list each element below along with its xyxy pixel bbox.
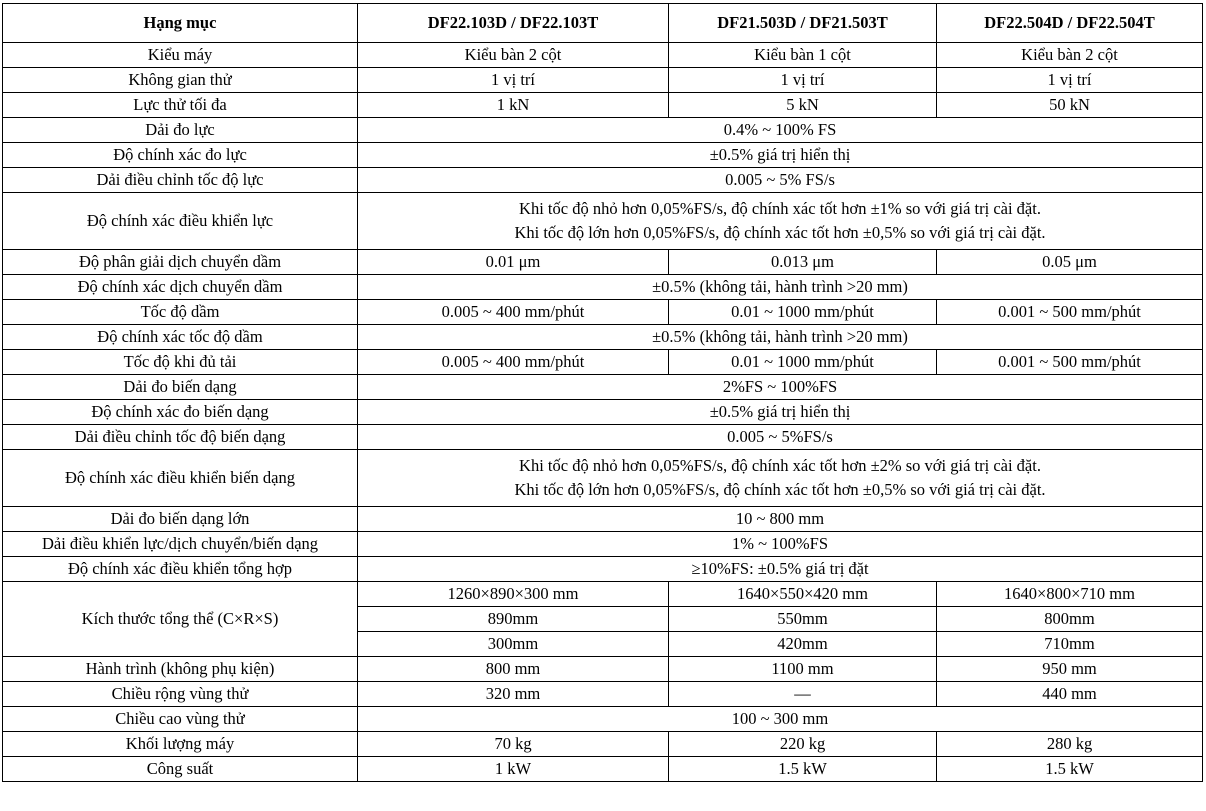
table-row xyxy=(3,507,1203,532)
table-row xyxy=(3,68,1203,93)
table-row xyxy=(3,250,1203,275)
row-label: Chiều rộng vùng thử xyxy=(3,682,358,707)
cell-value: 1% ~ 100%FS xyxy=(358,532,1203,557)
cell-value-multiline xyxy=(358,193,1203,250)
cell-value: 1 kW xyxy=(358,757,669,782)
header-model-1: DF22.103D / DF22.103T xyxy=(358,4,669,43)
row-label: Độ chính xác điều khiển biến dạng xyxy=(3,450,358,507)
row-label: Công suất xyxy=(3,757,358,782)
cell-value: 1 vị trí xyxy=(669,68,937,93)
table-row xyxy=(3,93,1203,118)
cell-value: — xyxy=(669,682,937,707)
cell-value: 890mm xyxy=(358,607,669,632)
header-row xyxy=(3,4,1203,43)
cell-value: 0.01 ~ 1000 mm/phút xyxy=(669,300,937,325)
row-label: Độ chính xác đo biến dạng xyxy=(3,400,358,425)
cell-value: 1260×890×300 mm xyxy=(358,582,669,607)
cell-value: 320 mm xyxy=(358,682,669,707)
row-label: Kiểu máy xyxy=(3,43,358,68)
cell-line: Khi tốc độ nhỏ hơn 0,05%FS/s, độ chính xác tốt hơn ±2% so với giá trị cài đặt. xyxy=(519,456,1041,475)
row-label: Độ chính xác dịch chuyển dầm xyxy=(3,275,358,300)
cell-line: Khi tốc độ nhỏ hơn 0,05%FS/s, độ chính xác tốt hơn ±1% so với giá trị cài đặt. xyxy=(519,199,1041,218)
table-row xyxy=(3,400,1203,425)
row-label: Kích thước tổng thể (C×R×S) xyxy=(3,582,358,657)
table-row xyxy=(3,193,1203,250)
cell-value: 100 ~ 300 mm xyxy=(358,707,1203,732)
cell-value: ±0.5% (không tải, hành trình >20 mm) xyxy=(358,275,1203,300)
cell-value: 1 kN xyxy=(358,93,669,118)
header-item: Hạng mục xyxy=(3,4,358,43)
spec-table xyxy=(2,3,1203,782)
table-row xyxy=(3,143,1203,168)
table-row xyxy=(3,557,1203,582)
cell-value: 280 kg xyxy=(937,732,1203,757)
header-model-3: DF22.504D / DF22.504T xyxy=(937,4,1203,43)
cell-value: 10 ~ 800 mm xyxy=(358,507,1203,532)
cell-value: 0.005 ~ 400 mm/phút xyxy=(358,350,669,375)
cell-value: 0.005 ~ 5%FS/s xyxy=(358,425,1203,450)
table-row xyxy=(3,375,1203,400)
cell-line: Khi tốc độ lớn hơn 0,05%FS/s, độ chính xác tốt hơn ±0,5% so với giá trị cài đặt. xyxy=(514,480,1046,499)
table-row xyxy=(3,657,1203,682)
cell-value: 440 mm xyxy=(937,682,1203,707)
table-row xyxy=(3,757,1203,782)
row-label: Dải đo biến dạng lớn xyxy=(3,507,358,532)
cell-value: 1 vị trí xyxy=(937,68,1203,93)
cell-value: 1.5 kW xyxy=(669,757,937,782)
table-row xyxy=(3,450,1203,507)
table-row xyxy=(3,582,1203,607)
cell-value: Kiểu bàn 1 cột xyxy=(669,43,937,68)
row-label: Tốc độ dầm xyxy=(3,300,358,325)
cell-value: 710mm xyxy=(937,632,1203,657)
cell-value: 0.05 μm xyxy=(937,250,1203,275)
cell-value: 0.01 ~ 1000 mm/phút xyxy=(669,350,937,375)
cell-value: 70 kg xyxy=(358,732,669,757)
row-label: Dải điều chỉnh tốc độ lực xyxy=(3,168,358,193)
cell-value: 1640×550×420 mm xyxy=(669,582,937,607)
table-row xyxy=(3,300,1203,325)
cell-value: ±0.5% (không tải, hành trình >20 mm) xyxy=(358,325,1203,350)
table-row xyxy=(3,118,1203,143)
row-label: Dải điều chỉnh tốc độ biến dạng xyxy=(3,425,358,450)
row-label: Lực thử tối đa xyxy=(3,93,358,118)
row-label: Độ chính xác tốc độ dầm xyxy=(3,325,358,350)
cell-value: 0.013 μm xyxy=(669,250,937,275)
cell-value: 0.01 μm xyxy=(358,250,669,275)
table-row xyxy=(3,707,1203,732)
table-row xyxy=(3,325,1203,350)
cell-value: Kiểu bàn 2 cột xyxy=(358,43,669,68)
table-row xyxy=(3,532,1203,557)
table-row xyxy=(3,425,1203,450)
cell-value: 0.001 ~ 500 mm/phút xyxy=(937,350,1203,375)
row-label: Độ phân giải dịch chuyển dầm xyxy=(3,250,358,275)
cell-value: 2%FS ~ 100%FS xyxy=(358,375,1203,400)
table-row xyxy=(3,168,1203,193)
table-row xyxy=(3,350,1203,375)
table-row xyxy=(3,682,1203,707)
row-label: Độ chính xác đo lực xyxy=(3,143,358,168)
cell-value: 5 kN xyxy=(669,93,937,118)
cell-value: ≥10%FS: ±0.5% giá trị đặt xyxy=(358,557,1203,582)
cell-value: 1100 mm xyxy=(669,657,937,682)
cell-value: ±0.5% giá trị hiển thị xyxy=(358,143,1203,168)
cell-value: 950 mm xyxy=(937,657,1203,682)
table-row xyxy=(3,43,1203,68)
cell-value: 800 mm xyxy=(358,657,669,682)
cell-value: 420mm xyxy=(669,632,937,657)
header-model-2: DF21.503D / DF21.503T xyxy=(669,4,937,43)
row-label: Tốc độ khi đủ tải xyxy=(3,350,358,375)
row-label: Không gian thử xyxy=(3,68,358,93)
table-row xyxy=(3,732,1203,757)
table-row xyxy=(3,275,1203,300)
cell-value: 0.005 ~ 5% FS/s xyxy=(358,168,1203,193)
row-label: Hành trình (không phụ kiện) xyxy=(3,657,358,682)
cell-value: 1.5 kW xyxy=(937,757,1203,782)
cell-line: Khi tốc độ lớn hơn 0,05%FS/s, độ chính xác tốt hơn ±0,5% so với giá trị cài đặt. xyxy=(514,223,1046,242)
row-label: Độ chính xác điều khiển tổng hợp xyxy=(3,557,358,582)
row-label: Chiều cao vùng thử xyxy=(3,707,358,732)
cell-value: 800mm xyxy=(937,607,1203,632)
row-label: Dải đo lực xyxy=(3,118,358,143)
cell-value: Kiểu bàn 2 cột xyxy=(937,43,1203,68)
cell-value: 1 vị trí xyxy=(358,68,669,93)
cell-value: 0.005 ~ 400 mm/phút xyxy=(358,300,669,325)
cell-value: ±0.5% giá trị hiển thị xyxy=(358,400,1203,425)
cell-value: 0.001 ~ 500 mm/phút xyxy=(937,300,1203,325)
cell-value-multiline xyxy=(358,450,1203,507)
row-label: Dải đo biến dạng xyxy=(3,375,358,400)
cell-value: 1640×800×710 mm xyxy=(937,582,1203,607)
row-label: Dải điều khiển lực/dịch chuyển/biến dạng xyxy=(3,532,358,557)
row-label: Khối lượng máy xyxy=(3,732,358,757)
cell-value: 50 kN xyxy=(937,93,1203,118)
cell-value: 550mm xyxy=(669,607,937,632)
cell-value: 0.4% ~ 100% FS xyxy=(358,118,1203,143)
cell-value: 220 kg xyxy=(669,732,937,757)
row-label: Độ chính xác điều khiển lực xyxy=(3,193,358,250)
cell-value: 300mm xyxy=(358,632,669,657)
